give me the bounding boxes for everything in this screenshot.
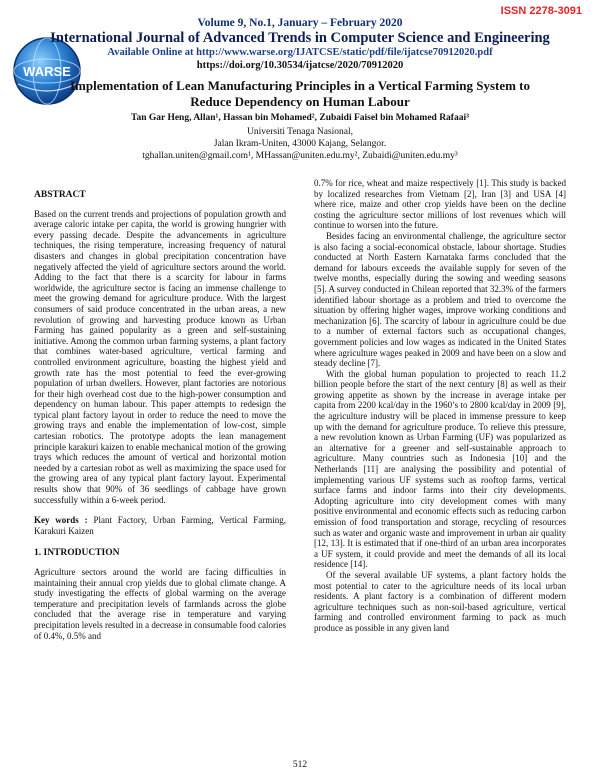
- journal-name: International Journal of Advanced Trends in Computer Science and Engineering: [50, 30, 550, 46]
- abstract-heading: ABSTRACT: [34, 190, 86, 200]
- introduction-paragraph-1-cont: 0.7% for rice, wheat and maize respectively [1]. This study is backed by localized researches from Vietnam [2], Iran [3] and USA [4] where rice, maize and other crop yields have been on the decline costing the agriculture sector millions of lost revenues which will continue to worsen into the future.: [314, 178, 566, 231]
- affiliation-block: [0, 126, 600, 162]
- introduction-heading: 1. INTRODUCTION: [34, 548, 120, 559]
- logo-text: WARSE: [23, 64, 71, 79]
- affiliation-address: Jalan Ikram-Uniten, 43000 Kajang, Selangor.: [213, 139, 387, 149]
- page-number: 512: [292, 760, 308, 770]
- abstract-text: Based on the current trends and projections of population growth and average caloric intake per capita, the world is growing hungrier with every passing decade. Despite the advancements in agriculture techniques, the rising temperature, increasing frequency of natural disasters and changes in global precipitation concentration have negatively affected the yield of agriculture sectors around the world. Adding to the fact that there is a scarcity for labour in farms worldwide, the agriculture sector is facing an immense challenge to meet the growing demand for agriculture produce. With the largest consumers of said produce concentrated in the urban areas, a new revolution of growing and harvesting produce known as Urban Farming has gained popularity as a green and self-sustaining initiative. Among the common urban farming systems, a plant factory that combines water-based agriculture, vertical farming and controlled environment agriculture, boasting the highest yield and growth rate has the most potential to feed the ever-growing population of urban dwellers. However, plant factories are notorious for their high overhead cost due to the high-power consumption and dependency on human labour. This paper attempts to redesign the typical plant factory layout in order to reduce the need to move the growing trays and enable the implementation of low-cost, simple cartesian robotics. The prototype adopts the lean management principle karakuri kaizen to enable mechanical motion of the growing trays which reduces the amount of vertical and horizontal motion needed by a cartesian robot as well as maximizing the space used for the growing area of any typical plant factory layout. Experimental results show that 90% of 36 seedlings of cabbage have grown successfully within a 6-week period.: [34, 208, 286, 505]
- right-column: [314, 178, 566, 634]
- introduction-paragraph-1: Agriculture sectors around the world are facing difficulties in maintaining their annual crop yields due to global climate change. A study investigating the effects of global warming on the average temperature and precipitation levels of farmlands across the globe concluded that the average rise in temperature and varying precipitation levels resulted in a decrease in consumable food calories of 0.4%, 0.5% and: [34, 567, 286, 641]
- introduction-paragraph-3: With the global human population to projected to reach 11.2 billion people before the start of the next century [8] as well as their growing appetite as shown by the increase in average intake per capita from 2200 kcal/day in the 1960’s to 2800 kcal/day in 2009 [9], the agriculture industry will be placed in immense pressure to keep up with the demand for agriculture produce. To relieve this pressure, a new revolution known as Urban Farming (UF) was popularized as an alternative for a greener and self-sustainable approach to agriculture. Many countries such as Indonesia [10] and the Netherlands [11] are analysing the possibility and potential of implementing various UF systems such as rooftop farms, vertical surface farms and indoor farms into their city developments. Adopting agriculture into city development comes with many positive environmental and economic effects such as reducing carbon emission of food transportation and storage, recycling of resources such as water and organic waste and improvement in urban air quality [12, 13]. It is estimated that if one-third of an urban area incorporates a UF system, it could provide and meet the demands of all its local residence [14].: [314, 368, 567, 570]
- left-column: [34, 178, 286, 641]
- author-list: Tan Gar Heng, Allan¹, Hassan bin Mohamed², Zubaidi Faisel bin Mohamed Rafaai³: [131, 113, 469, 123]
- introduction-paragraph-2: Besides facing an environmental challenge, the agriculture sector is also facing a social-economical obstacle, labour shortage. Studies conducted at North Eastern Karnataka farms concluded that the demand for labours exceeds the available supply for seven of the twelve months, especially during the sowing and weeding seasons [5]. A survey conducted in Chilean reported that 32.3% of the farmers identified labour shortage as a problem and tried to overcome the situation by offering higher wages, improve working conditions and mechanization [6]. The scarcity of labour in agriculture could be due to a number of external factors such as occupational changes, government policies and low wages as indicated in the United States where agriculture wages peaked in 2009 and have been on a slow and steady decline [7].: [314, 230, 566, 369]
- keywords-line: [34, 515, 286, 536]
- affiliation-emails[interactable]: tghallan.uniten@gmail.com¹, MHassan@uniten.edu.my², Zubaidi@uniten.edu.my³: [142, 151, 458, 161]
- introduction-paragraph-4: Of the several available UF systems, a plant factory holds the most potential to cater to the agriculture needs of its local urban residents. A plant factory is a combination of different modern agriculture techniques such as non-soil-based agriculture, vertical farming and controlled environment farming to pack as much produce as possible in any given land: [314, 569, 566, 633]
- affiliation-university: Universiti Tenaga Nasional,: [246, 127, 353, 137]
- available-online-link[interactable]: Available Online at http://www.warse.org/IJATCSE/static/pdf/file/ijatcse70912020.pdf: [107, 47, 493, 58]
- keywords-text: Plant Factory, Urban Farming, Vertical Farming, Karakuri Kaizen: [34, 515, 287, 536]
- keywords-label: Key words :: [34, 515, 88, 526]
- paper-title: Implementation of Lean Manufacturing Principles in a Vertical Farming System to Reduce Dependency on Human Labour: [69, 78, 531, 109]
- issn-label: ISSN 2278-3091: [500, 5, 582, 17]
- doi-link[interactable]: https://doi.org/10.30534/ijatcse/2020/70912020: [196, 60, 404, 71]
- volume-line: Volume 9, No.1, January – February 2020: [197, 17, 403, 29]
